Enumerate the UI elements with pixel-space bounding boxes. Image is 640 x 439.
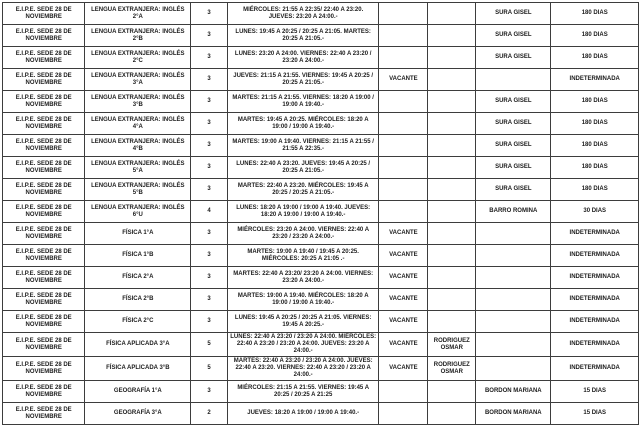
school-cell: E.I.P.E. SEDE 28 DE NOVIEMBRE: [3, 289, 85, 311]
table-row: [3, 223, 639, 245]
school-cell: E.I.P.E. SEDE 28 DE NOVIEMBRE: [3, 47, 85, 69]
schedule-cell: LUNES: 19:45 A 20:25 / 20:25 A 21:05. VIERNES: 19:45 A 20:25.-: [227, 311, 379, 333]
substitute-cell: [428, 245, 476, 267]
substitute-cell: [428, 47, 476, 69]
schedule-cell: LUNES: 18:20 A 19:00 / 19:00 A 19:40. JUEVES: 18:20 A 19:00 / 19:00 A 19:40.-: [227, 201, 379, 223]
schedule-cell: LUNES: 19:45 A 20:25 / 20:25 A 21:05. MARTES: 20:25 A 21:05.-: [227, 25, 379, 47]
subject-cell: FÍSICA 2°C: [85, 311, 191, 333]
hours-cell: 3: [191, 157, 228, 179]
substitute-cell: [428, 25, 476, 47]
teacher-cell: [476, 289, 551, 311]
substitute-cell: [428, 157, 476, 179]
status-cell: [379, 91, 428, 113]
status-cell: VACANTE: [379, 245, 428, 267]
status-cell: [379, 3, 428, 25]
school-cell: E.I.P.E. SEDE 28 DE NOVIEMBRE: [3, 25, 85, 47]
duration-cell: 180 DIAS: [551, 135, 639, 157]
table-row: [3, 3, 639, 25]
hours-cell: 3: [191, 135, 228, 157]
school-cell: E.I.P.E. SEDE 28 DE NOVIEMBRE: [3, 245, 85, 267]
school-cell: E.I.P.E. SEDE 28 DE NOVIEMBRE: [3, 201, 85, 223]
teacher-cell: SURA GISEL: [476, 157, 551, 179]
status-cell: VACANTE: [379, 267, 428, 289]
subject-cell: FÍSICA 1°B: [85, 245, 191, 267]
hours-cell: 3: [191, 47, 228, 69]
status-cell: [379, 403, 428, 425]
duration-cell: 15 DIAS: [551, 381, 639, 403]
teacher-cell: SURA GISEL: [476, 47, 551, 69]
duration-cell: 180 DIAS: [551, 113, 639, 135]
school-cell: E.I.P.E. SEDE 28 DE NOVIEMBRE: [3, 333, 85, 357]
schedule-cell: JUEVES: 21:15 A 21:55. VIERNES: 19:45 A 20:25 / 20:25 A 21:05.-: [227, 69, 379, 91]
table-row: [3, 91, 639, 113]
hours-cell: 3: [191, 311, 228, 333]
subject-cell: LENGUA EXTRANJERA: INGLÉS 2°C: [85, 47, 191, 69]
table-row: [3, 311, 639, 333]
teacher-cell: SURA GISEL: [476, 179, 551, 201]
teacher-cell: [476, 357, 551, 381]
duration-cell: INDETERMINADA: [551, 223, 639, 245]
substitute-cell: RODRIGUEZ OSMAR: [428, 333, 476, 357]
table-row: [3, 157, 639, 179]
school-cell: E.I.P.E. SEDE 28 DE NOVIEMBRE: [3, 135, 85, 157]
teacher-cell: [476, 69, 551, 91]
schedule-cell: MARTES: 22:40 A 23:20/ 23:20 A 24:00. VIERNES: 23:20 A 24:00.-: [227, 267, 379, 289]
subject-cell: FÍSICA 2°B: [85, 289, 191, 311]
table-row: [3, 403, 639, 425]
substitute-cell: [428, 69, 476, 91]
schedule-cell: MARTES: 22:40 A 23:20 / 23:20 A 24:00. JUEVES: 22:40 A 23:20. VIERNES: 22:40 A 23:20 / 23:20 A 24:00.-: [227, 357, 379, 381]
substitute-cell: [428, 403, 476, 425]
school-cell: E.I.P.E. SEDE 28 DE NOVIEMBRE: [3, 357, 85, 381]
substitute-cell: [428, 223, 476, 245]
status-cell: VACANTE: [379, 311, 428, 333]
substitute-cell: [428, 267, 476, 289]
teacher-cell: [476, 333, 551, 357]
subject-cell: LENGUA EXTRANJERA: INGLÉS 6°U: [85, 201, 191, 223]
duration-cell: 30 DIAS: [551, 201, 639, 223]
substitute-cell: [428, 311, 476, 333]
teacher-assignment-table: [2, 2, 639, 425]
schedule-cell: MARTES: 19:00 A 19:40 / 19:45 A 20:25. MIÉRCOLES: 20:25 A 21:05 .-: [227, 245, 379, 267]
table-row: [3, 113, 639, 135]
hours-cell: 3: [191, 25, 228, 47]
table-row: [3, 135, 639, 157]
duration-cell: 180 DIAS: [551, 25, 639, 47]
duration-cell: 180 DIAS: [551, 179, 639, 201]
school-cell: E.I.P.E. SEDE 28 DE NOVIEMBRE: [3, 179, 85, 201]
hours-cell: 2: [191, 403, 228, 425]
school-cell: E.I.P.E. SEDE 28 DE NOVIEMBRE: [3, 381, 85, 403]
schedule-cell: MARTES: 21:15 A 21:55. VIERNES: 18:20 A 19:00 / 19:00 A 19:40.-: [227, 91, 379, 113]
hours-cell: 4: [191, 201, 228, 223]
schedule-cell: MARTES: 19:00 A 19:40. MIÉRCOLES: 18:20 A 19:00 / 19:00 A 19:40.-: [227, 289, 379, 311]
teacher-cell: [476, 267, 551, 289]
table-row: [3, 333, 639, 357]
status-cell: [379, 113, 428, 135]
schedule-cell: JUEVES: 18:20 A 19:00 / 19:00 A 19:40.-: [227, 403, 379, 425]
school-cell: E.I.P.E. SEDE 28 DE NOVIEMBRE: [3, 113, 85, 135]
subject-cell: GEOGRAFÍA 3°A: [85, 403, 191, 425]
duration-cell: INDETERMINADA: [551, 311, 639, 333]
status-cell: [379, 47, 428, 69]
duration-cell: 180 DIAS: [551, 91, 639, 113]
teacher-cell: SURA GISEL: [476, 91, 551, 113]
teacher-cell: BORDON MARIANA: [476, 381, 551, 403]
teacher-cell: SURA GISEL: [476, 25, 551, 47]
status-cell: [379, 135, 428, 157]
teacher-cell: [476, 223, 551, 245]
school-cell: E.I.P.E. SEDE 28 DE NOVIEMBRE: [3, 403, 85, 425]
duration-cell: 15 DIAS: [551, 403, 639, 425]
hours-cell: 5: [191, 357, 228, 381]
table-row: [3, 69, 639, 91]
status-cell: [379, 179, 428, 201]
teacher-cell: [476, 245, 551, 267]
status-cell: VACANTE: [379, 333, 428, 357]
school-cell: E.I.P.E. SEDE 28 DE NOVIEMBRE: [3, 3, 85, 25]
duration-cell: INDETERMINADA: [551, 357, 639, 381]
status-cell: VACANTE: [379, 223, 428, 245]
status-cell: VACANTE: [379, 69, 428, 91]
subject-cell: LENGUA EXTRANJERA: INGLÉS 4°A: [85, 113, 191, 135]
subject-cell: FÍSICA APLICADA 3°B: [85, 357, 191, 381]
duration-cell: INDETERMINADA: [551, 333, 639, 357]
schedule-cell: MARTES: 19:45 A 20:25. MIÉRCOLES: 18:20 A 19:00 / 19:00 A 19:40.-: [227, 113, 379, 135]
schedule-cell: MIÉRCOLES: 23:20 A 24:00. VIERNES: 22:40 A 23:20 / 23:20 A 24:00.-: [227, 223, 379, 245]
schedule-cell: MARTES: 22:40 A 23:20. MIÉRCOLES: 19:45 A 20:25 / 20:25 A 21:05.-: [227, 179, 379, 201]
subject-cell: FÍSICA 1°A: [85, 223, 191, 245]
subject-cell: FÍSICA APLICADA 3°A: [85, 333, 191, 357]
substitute-cell: [428, 289, 476, 311]
school-cell: E.I.P.E. SEDE 28 DE NOVIEMBRE: [3, 91, 85, 113]
duration-cell: INDETERMINADA: [551, 245, 639, 267]
substitute-cell: [428, 113, 476, 135]
subject-cell: GEOGRAFÍA 1°A: [85, 381, 191, 403]
teacher-cell: SURA GISEL: [476, 3, 551, 25]
duration-cell: 180 DIAS: [551, 157, 639, 179]
status-cell: VACANTE: [379, 357, 428, 381]
hours-cell: 3: [191, 113, 228, 135]
substitute-cell: [428, 381, 476, 403]
subject-cell: LENGUA EXTRANJERA: INGLÉS 3°B: [85, 91, 191, 113]
hours-cell: 3: [191, 223, 228, 245]
hours-cell: 3: [191, 289, 228, 311]
duration-cell: 180 DIAS: [551, 47, 639, 69]
schedule-cell: MARTES: 19:00 A 19:40. VIERNES: 21:15 A 21:55 / 21:55 A 22:35.-: [227, 135, 379, 157]
school-cell: E.I.P.E. SEDE 28 DE NOVIEMBRE: [3, 223, 85, 245]
table-row: [3, 201, 639, 223]
school-cell: E.I.P.E. SEDE 28 DE NOVIEMBRE: [3, 267, 85, 289]
table-row: [3, 25, 639, 47]
substitute-cell: RODRIGUEZ OSMAR: [428, 357, 476, 381]
duration-cell: 180 DIAS: [551, 3, 639, 25]
substitute-cell: [428, 135, 476, 157]
schedule-cell: LUNES: 23:20 A 24:00. VIERNES: 22:40 A 23:20 / 23:20 A 24:00.-: [227, 47, 379, 69]
schedule-cell: LUNES: 22:40 A 23:20. JUEVES: 19:45 A 20:25 / 20:25 A 21:05.-: [227, 157, 379, 179]
schedule-cell: MIÉRCOLES: 21:15 A 21:55. VIERNES: 19:45 A 20:25 / 20:25 A 21:25: [227, 381, 379, 403]
status-cell: VACANTE: [379, 289, 428, 311]
table-row: [3, 289, 639, 311]
teacher-cell: SURA GISEL: [476, 113, 551, 135]
subject-cell: LENGUA EXTRANJERA: INGLÉS 5°A: [85, 157, 191, 179]
table-row: [3, 179, 639, 201]
duration-cell: INDETERMINADA: [551, 289, 639, 311]
table-row: [3, 47, 639, 69]
substitute-cell: [428, 201, 476, 223]
table-row: [3, 381, 639, 403]
subject-cell: LENGUA EXTRANJERA: INGLÉS 2°A: [85, 3, 191, 25]
subject-cell: LENGUA EXTRANJERA: INGLÉS 5°B: [85, 179, 191, 201]
hours-cell: 3: [191, 91, 228, 113]
status-cell: [379, 201, 428, 223]
school-cell: E.I.P.E. SEDE 28 DE NOVIEMBRE: [3, 69, 85, 91]
table-row: [3, 267, 639, 289]
subject-cell: LENGUA EXTRANJERA: INGLÉS 3°A: [85, 69, 191, 91]
schedule-cell: LUNES: 22:40 A 23:20 / 23:20 A 24:00. MIÉRCOLES: 22:40 A 23:20 / 23:20 A 24:00. JUEVES: 23:20 A 24:00.-: [227, 333, 379, 357]
substitute-cell: [428, 179, 476, 201]
teacher-cell: [476, 311, 551, 333]
hours-cell: 3: [191, 3, 228, 25]
status-cell: [379, 25, 428, 47]
hours-cell: 3: [191, 245, 228, 267]
hours-cell: 3: [191, 381, 228, 403]
substitute-cell: [428, 3, 476, 25]
hours-cell: 3: [191, 69, 228, 91]
roster-table-body: [3, 3, 639, 425]
school-cell: E.I.P.E. SEDE 28 DE NOVIEMBRE: [3, 311, 85, 333]
teacher-cell: BARRO ROMINA: [476, 201, 551, 223]
subject-cell: LENGUA EXTRANJERA: INGLÉS 2°B: [85, 25, 191, 47]
hours-cell: 5: [191, 333, 228, 357]
table-row: [3, 245, 639, 267]
hours-cell: 3: [191, 267, 228, 289]
status-cell: [379, 381, 428, 403]
subject-cell: FÍSICA 2°A: [85, 267, 191, 289]
teacher-cell: BORDON MARIANA: [476, 403, 551, 425]
schedule-cell: MIÉRCOLES: 21:55 A 22:35/ 22:40 A 23:20. JUEVES: 23:20 A 24:00.-: [227, 3, 379, 25]
substitute-cell: [428, 91, 476, 113]
duration-cell: INDETERMINADA: [551, 267, 639, 289]
hours-cell: 3: [191, 179, 228, 201]
teacher-cell: SURA GISEL: [476, 135, 551, 157]
subject-cell: LENGUA EXTRANJERA: INGLÉS 4°B: [85, 135, 191, 157]
school-cell: E.I.P.E. SEDE 28 DE NOVIEMBRE: [3, 157, 85, 179]
status-cell: [379, 157, 428, 179]
duration-cell: INDETERMINADA: [551, 69, 639, 91]
table-row: [3, 357, 639, 381]
